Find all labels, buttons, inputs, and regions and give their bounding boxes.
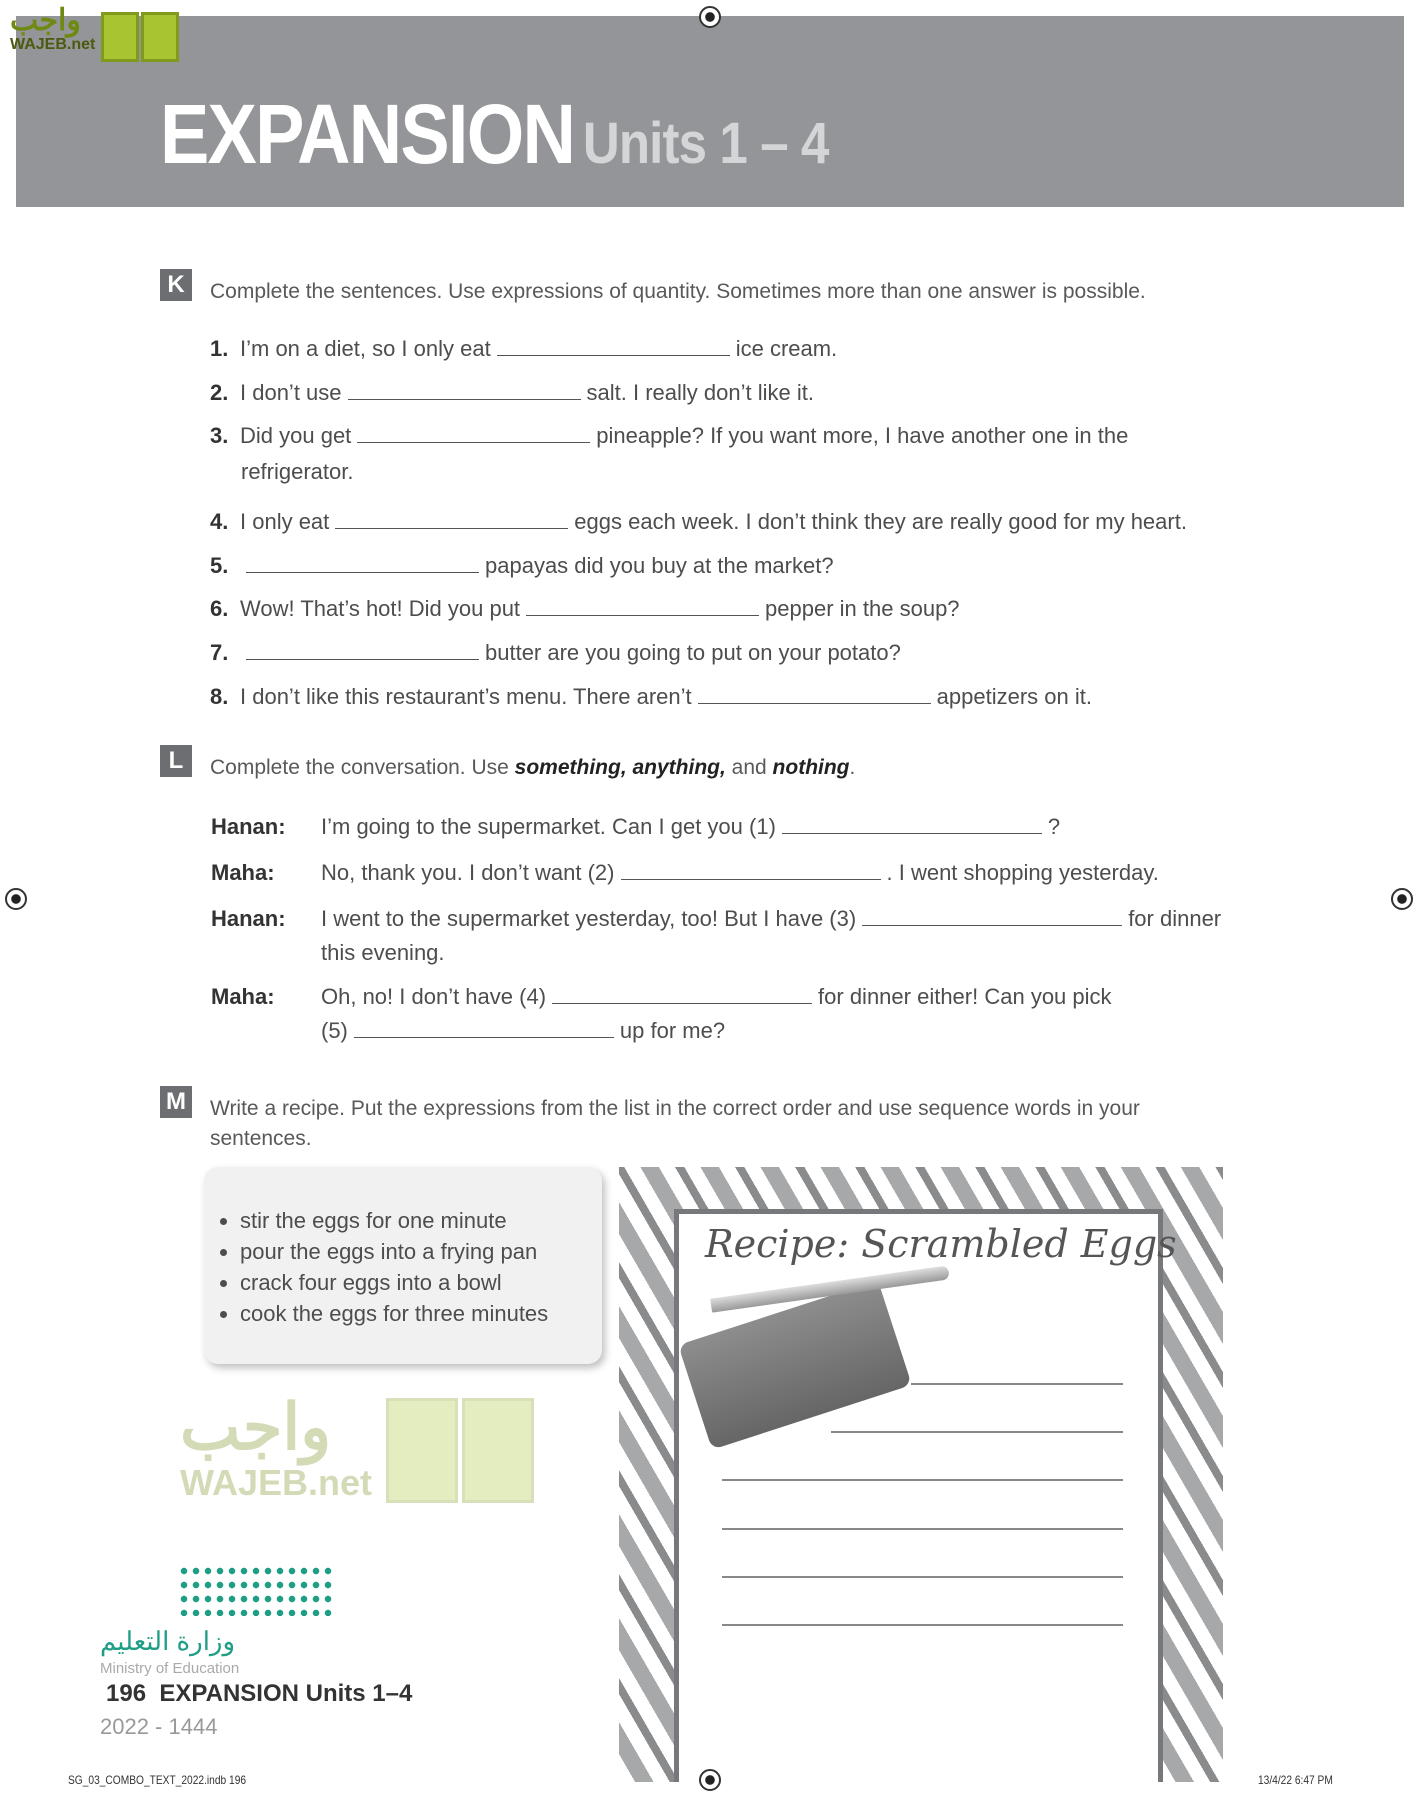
logo-arabic: واجب	[10, 4, 81, 37]
wajeb-logo[interactable]	[10, 6, 181, 64]
section-k-badge: K	[160, 269, 192, 301]
slug-left: SG_03_COMBO_TEXT_2022.indb 196	[68, 1773, 247, 1787]
writing-line[interactable]	[831, 1431, 1123, 1433]
recipe-title: Recipe: Scrambled Eggs	[705, 1222, 1177, 1266]
answer-blank[interactable]	[354, 1037, 614, 1038]
page-subtitle: Units 1 – 4	[582, 111, 829, 176]
exercise-item: 7. butter are you going to put on your potato?	[210, 640, 901, 665]
writing-line[interactable]	[911, 1383, 1123, 1385]
answer-blank[interactable]	[621, 879, 881, 880]
footer-title: EXPANSION Units 1–4	[159, 1680, 413, 1707]
answer-blank[interactable]	[698, 703, 931, 704]
ministry-arabic: وزارة التعليم	[100, 1626, 236, 1656]
watermark-text: WAJEB.net	[180, 1462, 373, 1503]
answer-blank[interactable]	[335, 528, 568, 529]
watermark-arabic: واجب	[180, 1391, 332, 1463]
section-k-instruction: Complete the sentences. Use expressions of quantity. Sometimes more than one answer is possible.	[210, 280, 1146, 303]
page-footer	[106, 1680, 412, 1708]
registration-mark-icon	[1391, 888, 1413, 910]
conversation-line-continued: (5) up for me?	[321, 1018, 726, 1043]
answer-blank[interactable]	[526, 615, 759, 616]
list-item: • stir the eggs for one minute	[240, 1209, 602, 1232]
expression-list	[204, 1167, 602, 1364]
book-icon	[101, 6, 181, 64]
exercise-item: 2. I don’t use salt. I really don’t like it.	[210, 380, 814, 405]
writing-line[interactable]	[722, 1576, 1123, 1578]
conversation-line-continued: this evening.	[321, 940, 445, 965]
ministry-logo-dots-icon	[178, 1564, 333, 1616]
answer-blank[interactable]	[246, 659, 479, 660]
exercise-item: 6. Wow! That’s hot! Did you put pepper in the soup?	[210, 596, 960, 621]
answer-blank[interactable]	[246, 572, 479, 573]
conversation-line: No, thank you. I don’t want (2) . I went shopping yesterday.	[321, 860, 1159, 885]
ministry-english: Ministry of Education	[100, 1660, 240, 1677]
speaker-name: Maha:	[211, 984, 275, 1009]
wajeb-watermark	[180, 1392, 536, 1507]
registration-mark-icon	[699, 6, 721, 28]
book-icon	[386, 1392, 536, 1507]
conversation-line: I’m going to the supermarket. Can I get you (1) ?	[321, 814, 1061, 839]
exercise-item: 3. Did you get pineapple? If you want more, I have another one in the	[210, 423, 1129, 448]
answer-blank[interactable]	[497, 355, 730, 356]
section-l-badge: L	[160, 745, 192, 777]
section-l-instruction: Complete the conversation. Use something, anything, and nothing.	[210, 756, 856, 779]
exercise-item: 1. I’m on a diet, so I only eat ice cream.	[210, 336, 838, 361]
speaker-name: Hanan:	[211, 814, 286, 839]
writing-line[interactable]	[722, 1528, 1123, 1530]
page-title: EXPANSION Units 1 – 4	[160, 87, 829, 181]
exercise-item: 5. papayas did you buy at the market?	[210, 553, 834, 578]
answer-blank[interactable]	[348, 399, 581, 400]
answer-blank[interactable]	[552, 1003, 812, 1004]
answer-blank[interactable]	[862, 925, 1122, 926]
list-item: • cook the eggs for three minutes	[240, 1302, 602, 1325]
exercise-item: 8. I don’t like this restaurant’s menu. There aren’t appetizers on it.	[210, 684, 1092, 709]
conversation-line: Oh, no! I don’t have (4) for dinner either! Can you pick	[321, 984, 1112, 1009]
footer-year: 2022 - 1444	[100, 1714, 218, 1739]
exercise-item: 4. I only eat eggs each week. I don’t think they are really good for my heart.	[210, 509, 1187, 534]
slug-right: 13/4/22 6:47 PM	[1258, 1773, 1333, 1787]
section-m-badge: M	[160, 1086, 192, 1118]
writing-line[interactable]	[722, 1479, 1123, 1481]
answer-blank[interactable]	[782, 833, 1042, 834]
registration-mark-icon	[5, 888, 27, 910]
speaker-name: Hanan:	[211, 906, 286, 931]
section-m-instruction-2: sentences.	[210, 1127, 312, 1150]
exercise-item-continued: refrigerator.	[241, 459, 354, 484]
speaker-name: Maha:	[211, 860, 275, 885]
conversation-line: I went to the supermarket yesterday, too! But I have (3) for dinner	[321, 906, 1222, 931]
list-item: • pour the eggs into a frying pan	[240, 1240, 602, 1263]
page-number: 196	[106, 1680, 147, 1707]
writing-line[interactable]	[722, 1624, 1123, 1626]
list-item: • crack four eggs into a bowl	[240, 1271, 602, 1294]
logo-text: WAJEB.net	[10, 36, 96, 53]
answer-blank[interactable]	[357, 442, 590, 443]
section-m-instruction-1: Write a recipe. Put the expressions from the list in the correct order and use sequence words in your	[210, 1097, 1140, 1120]
registration-mark-icon	[699, 1769, 721, 1791]
